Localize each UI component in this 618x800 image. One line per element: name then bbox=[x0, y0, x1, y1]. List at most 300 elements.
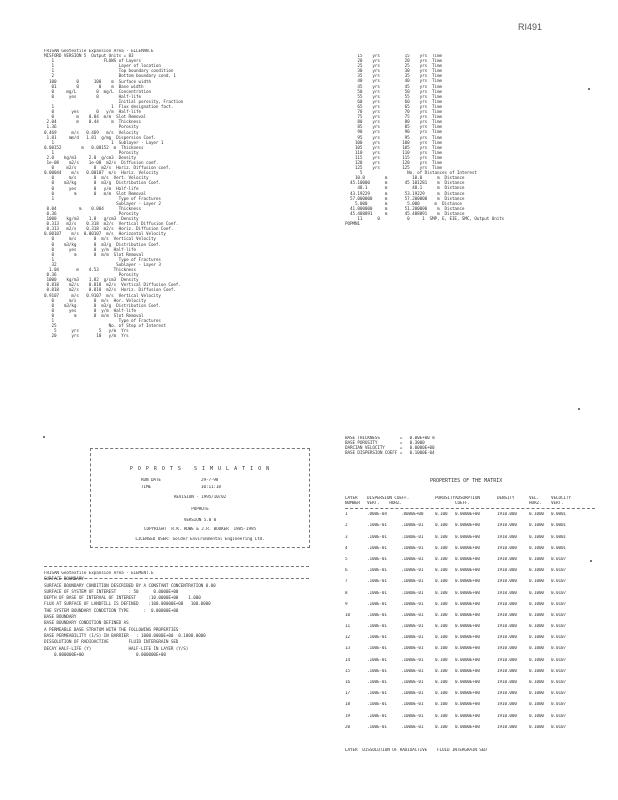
table-cell: 0.0001 bbox=[551, 512, 566, 518]
table-cell: .1000E-01 bbox=[401, 635, 424, 641]
table-cell: 0.0107 bbox=[551, 601, 566, 607]
listing-line: FRISAN Geotextile Expansion Area - ELLEMAN.E bbox=[44, 49, 154, 54]
listing-line: 11 0 0 1 SMP, E, EIE, SMC, Output Units bbox=[345, 217, 505, 222]
column-header bbox=[497, 501, 529, 506]
listing-line: THE SYSTEM BOUNDARY CONDITION TYPE : 0.00000E+00 bbox=[44, 608, 179, 614]
listing-line: 115 yrs 115 yrs Time bbox=[345, 155, 442, 161]
listing-line: 20 yrs 10 y/m Yrs bbox=[44, 334, 129, 340]
table-cell: 0.0001 bbox=[551, 534, 566, 540]
table-cell: 0.0000E+00 bbox=[455, 512, 480, 518]
table-cell: 17 bbox=[345, 691, 350, 697]
table-cell: .1000E-01 bbox=[401, 702, 424, 708]
table-cell: 1910.000 bbox=[497, 612, 517, 618]
table-row bbox=[345, 714, 610, 725]
table-cell: 0.0107 bbox=[551, 691, 566, 697]
table-cell: 1910.000 bbox=[497, 523, 517, 529]
table-row bbox=[345, 635, 610, 646]
table-cell: 0.0000E+00 bbox=[455, 646, 480, 652]
table-cell: 11 bbox=[345, 624, 350, 630]
table-cell: 0.100 bbox=[435, 724, 448, 730]
table-cell: 0.1000 bbox=[529, 534, 544, 540]
listing-line: 65 yrs 65 yrs Time bbox=[345, 104, 442, 110]
parameter-line: DARCIAN VELOCITY = 0.0000E+00 bbox=[345, 446, 435, 452]
table-cell: .100E-01 bbox=[367, 612, 387, 618]
table-cell: 0.1000 bbox=[529, 702, 544, 708]
table-cell: .800E-04 bbox=[367, 512, 387, 518]
table-cell: 0.1000 bbox=[529, 545, 544, 551]
table-cell: .1000E-01 bbox=[401, 612, 424, 618]
listing-line: 1 1 Flux designation fact. bbox=[44, 105, 174, 111]
listing-line: 0 m/s 0 m/s Vertical Velocity bbox=[44, 237, 156, 243]
parameter-line: BASE POROSITY = 0.3000 bbox=[345, 441, 425, 447]
table-cell: .1000E-01 bbox=[401, 713, 424, 719]
table-cell: .1000E-01 bbox=[401, 646, 424, 652]
listing-line: 5 No. of Distances of Interest bbox=[345, 171, 477, 177]
table-cell: 0.0001 bbox=[551, 545, 566, 551]
listing-line: 50 yrs 50 yrs Time bbox=[345, 89, 442, 95]
listing-line: 120 yrs 120 yrs Time bbox=[345, 160, 442, 166]
listing-line: 1 Type of Fractures bbox=[44, 257, 161, 263]
table-cell: 0.1000 bbox=[529, 590, 544, 596]
table-row bbox=[345, 613, 610, 624]
table-cell: 0.0001 bbox=[551, 523, 566, 529]
program-name: POPROTE bbox=[191, 507, 209, 512]
listing-line: 1 Top boundary condition bbox=[44, 69, 174, 75]
table-cell: 0.1000 bbox=[529, 523, 544, 529]
table-row bbox=[345, 691, 610, 702]
table-row bbox=[345, 680, 610, 691]
listing-line: 20 yrs 20 yrs Time bbox=[345, 59, 442, 65]
table-cell: 7 bbox=[345, 579, 348, 585]
table-cell: 0.100 bbox=[435, 556, 448, 562]
listing-line: 0.313 m2/s 0.318 m2/s Vertical Diffusion Coef. bbox=[44, 222, 179, 228]
table-cell: 0.0107 bbox=[551, 680, 566, 685]
table-cell: 0.100 bbox=[435, 713, 448, 719]
column-header: COEFF. bbox=[455, 501, 470, 507]
table-cell: 0.100 bbox=[435, 624, 448, 630]
table-cell: 0.0107 bbox=[551, 646, 566, 652]
table-row bbox=[345, 546, 610, 557]
table-cell: 1910.000 bbox=[497, 579, 517, 585]
table-cell: 0.0000E+00 bbox=[455, 523, 480, 529]
table-cell: .1000E-01 bbox=[401, 534, 424, 540]
table-cell: 0.100 bbox=[435, 579, 448, 585]
listing-line: MISFORD VERSION 5 Output Units = 83 bbox=[44, 54, 134, 60]
listing-line: 0 m3/kg 0 m3/g Distribution Coef. bbox=[44, 242, 161, 248]
table-cell: .100E-01 bbox=[367, 702, 387, 708]
table-cell: 0.100 bbox=[435, 534, 448, 540]
header-rule bbox=[345, 508, 595, 509]
table-row bbox=[345, 725, 610, 736]
table-cell: 0.1000 bbox=[529, 635, 544, 641]
scan-speck bbox=[43, 436, 45, 438]
listing-line: FRISAN Geotextile Expansion Area - ELEMENT.E bbox=[44, 571, 154, 576]
listing-line: 32 Sublayer - Layer 3 bbox=[44, 262, 161, 268]
table-cell: 0.100 bbox=[435, 680, 448, 685]
time-value: 10:11:18 bbox=[201, 485, 221, 490]
listing-line: 45.488891 m 45.488891 m Distance bbox=[345, 211, 465, 217]
listing-line: 105 yrs 105 yrs Time bbox=[345, 145, 442, 151]
table-cell: 8 bbox=[345, 590, 348, 596]
listing-line: 100 0 100 m Surface width bbox=[44, 79, 151, 85]
listing-line: 2.04 m 0.44 m Thickness bbox=[44, 120, 141, 126]
table-cell: 0.0107 bbox=[551, 624, 566, 630]
table-cell: 5 bbox=[345, 556, 348, 562]
table-row bbox=[345, 658, 610, 669]
listing-line: 48.1 m 48.1 m Distance bbox=[345, 186, 465, 192]
table-cell: 0.1000 bbox=[529, 646, 544, 652]
table-cell: 1910.000 bbox=[497, 713, 517, 719]
table-cell: .100E-01 bbox=[367, 713, 387, 719]
listing-line: 1 1 Sublayer - Layer 1 bbox=[44, 140, 164, 146]
table-cell: 0.100 bbox=[435, 635, 448, 641]
table-cell: 16 bbox=[345, 680, 350, 685]
table-cell: 0.1000 bbox=[529, 612, 544, 618]
table-cell: .100E-01 bbox=[367, 523, 387, 529]
listing-line: SURFACE OF SYSTEM OF INTEREST : 50 0.0000E+00 bbox=[44, 589, 179, 595]
table-cell: .100E-01 bbox=[367, 657, 387, 663]
table-cell: .1000E-01 bbox=[401, 724, 424, 730]
table-cell: .100E-01 bbox=[367, 556, 387, 562]
simulation-banner-box bbox=[90, 448, 310, 548]
listing-line: 0 yes 0 y/m Half-life bbox=[44, 247, 137, 253]
listing-line: 0 m/s 0 m/s Vert. Velocity bbox=[44, 176, 149, 182]
listing-line: 55 yrs 55 yrs Time bbox=[345, 94, 442, 100]
boundary-condition-listing bbox=[44, 571, 314, 761]
listing-line: 15 yrs 15 yrs Time bbox=[345, 54, 442, 59]
table-row bbox=[345, 646, 610, 657]
listing-line: 30 yrs 30 yrs Time bbox=[345, 69, 442, 75]
table-cell: 6 bbox=[345, 568, 348, 574]
column-header: DISPERSION COEFF. bbox=[367, 496, 410, 501]
listing-line: BASE PERMEABILITY (1/S) IN BARRIER : 1000.0000E+00 0.1000.0000 bbox=[44, 633, 206, 639]
table-header-row bbox=[345, 501, 610, 506]
listing-line: 0 m 0.04 m/m Slot Removal bbox=[44, 115, 146, 121]
table-cell: 0.100 bbox=[435, 601, 448, 607]
listing-line: 1.04 m 4.53 Thickness bbox=[44, 268, 137, 274]
rule-top bbox=[44, 566, 309, 567]
listing-line: A PERMEABLE BASE STRATUM WITH THE FOLLOWING PROPERTIES bbox=[44, 627, 179, 633]
table-row bbox=[345, 602, 610, 613]
table-cell: 0.100 bbox=[435, 646, 448, 652]
table-cell: 0.0000E+00 bbox=[455, 556, 480, 562]
layer-input-listing bbox=[44, 49, 306, 361]
table-cell: 1910.000 bbox=[497, 646, 517, 652]
table-cell: 0.0000E+00 bbox=[455, 568, 480, 574]
table-cell: 1910.000 bbox=[497, 624, 517, 630]
matrix-table-title: PROPERTIES OF THE MATRIX bbox=[430, 478, 503, 484]
table-cell: .100E-01 bbox=[367, 646, 387, 652]
listing-line: 2 Bottom boundary cond. 1 bbox=[44, 74, 176, 80]
listing-line: 90 yrs 90 yrs Time bbox=[345, 130, 442, 136]
listing-line: 125 yrs 125 yrs Time bbox=[345, 166, 442, 172]
listing-line: 8.04 m 0.004 Thickness bbox=[44, 206, 141, 212]
listing-line: 1e-08 m2/s 1e-08 m2/s Diffusion coef. bbox=[44, 161, 159, 167]
table-cell: .100E-01 bbox=[367, 590, 387, 596]
listing-line: 110 yrs 110 yrs Time bbox=[345, 150, 442, 156]
table-cell: 0.100 bbox=[435, 657, 448, 663]
table-cell: 0.0000E+00 bbox=[455, 579, 480, 585]
column-header: HORZ. bbox=[529, 501, 542, 507]
table-cell: 19 bbox=[345, 713, 350, 719]
table-cell: 0.0107 bbox=[551, 612, 566, 618]
table-cell: .100E-01 bbox=[367, 545, 387, 551]
listing-line: Sublayer - Layer 2 bbox=[44, 201, 161, 207]
listing-line: DISSOLUTION OF RADIOACTIVE FLUID INTERGRAIN SED bbox=[44, 640, 179, 646]
listing-line: 1 Layer of location bbox=[44, 64, 161, 70]
table-cell: .100E-01 bbox=[367, 680, 387, 685]
listing-line: 80 yrs 80 yrs Time bbox=[345, 120, 442, 126]
table-cell: 0.100 bbox=[435, 612, 448, 618]
table-cell: 0.0000E+00 bbox=[455, 702, 480, 708]
listing-line: 45.10000 m 45 101281 m Distance bbox=[345, 181, 465, 187]
listing-line: 0 m 0 m/m Slot Removal bbox=[44, 252, 144, 258]
table-cell: .1000E-01 bbox=[401, 680, 424, 685]
listing-line: 95 yrs 95 yrs Time bbox=[345, 135, 442, 141]
document-id: RI491 bbox=[518, 22, 543, 32]
listing-line: 5.000 m 5.000 m Distance bbox=[345, 201, 462, 207]
table-row bbox=[345, 624, 610, 635]
version-text: VERSION 5.0 0 bbox=[183, 518, 217, 523]
table-row bbox=[345, 669, 610, 680]
table-cell: 0.100 bbox=[435, 668, 448, 674]
table-cell: .1000E-01 bbox=[401, 624, 424, 630]
table-cell: 0.1000 bbox=[529, 680, 544, 685]
table-cell: 1910.000 bbox=[497, 657, 517, 663]
table-cell: 0.0000E+00 bbox=[455, 657, 480, 663]
listing-line: 43.19229 m 53.19229 m Distance bbox=[345, 191, 465, 197]
table-row bbox=[345, 568, 610, 579]
column-header: ADSORPTION bbox=[455, 496, 480, 501]
listing-line: 45 yrs 45 yrs Time bbox=[345, 84, 442, 90]
table-row bbox=[345, 523, 610, 534]
table-cell: 0.0000E+00 bbox=[455, 724, 480, 730]
listing-line: 25 yrs 25 yrs Time bbox=[345, 64, 442, 70]
table-cell: 3 bbox=[345, 534, 348, 540]
table-cell: 14 bbox=[345, 657, 350, 663]
table-cell: 0.0000E+00 bbox=[455, 680, 480, 685]
listing-line: BASE BOUNDARY bbox=[44, 615, 77, 621]
table-cell: 9 bbox=[345, 601, 348, 607]
table-cell: .100E-01 bbox=[367, 568, 387, 574]
table-cell: .1000E-01 bbox=[401, 568, 424, 574]
listing-line: 0.00107 m/s 0.00107 m/s Horizontal Velocity bbox=[44, 232, 166, 238]
table-cell: 0.1000 bbox=[529, 624, 544, 630]
listing-line: 70 yrs 70 yrs Time bbox=[345, 110, 442, 116]
table-cell: 1910.000 bbox=[497, 635, 517, 641]
table-cell: .1000E-01 bbox=[401, 556, 424, 562]
listing-line: 25 No. of Step of Interest bbox=[44, 324, 166, 330]
table-cell: 0.0107 bbox=[551, 568, 566, 574]
table-row bbox=[345, 702, 610, 713]
table-cell: 0.0107 bbox=[551, 635, 566, 641]
table-cell: .100E-01 bbox=[367, 668, 387, 674]
table-cell: 1910.000 bbox=[497, 556, 517, 562]
table-row bbox=[345, 535, 610, 546]
table-cell: .100E-01 bbox=[367, 724, 387, 730]
listing-line: 0.00152 m 0.00152 m Thickness bbox=[44, 145, 144, 151]
table-cell: .1000E-01 bbox=[401, 668, 424, 674]
table-cell: 1910.000 bbox=[497, 702, 517, 708]
table-cell: 15 bbox=[345, 668, 350, 674]
table-cell: 0.0000E+00 bbox=[455, 534, 480, 540]
table-cell: 18 bbox=[345, 702, 350, 708]
table-cell: .1000E-01 bbox=[401, 657, 424, 663]
table-cell: 1910.000 bbox=[497, 590, 517, 596]
listing-line: 5 yrs 5 y/m Yrs bbox=[44, 329, 129, 335]
table-row bbox=[345, 591, 610, 602]
table-cell: 1910.000 bbox=[497, 680, 517, 685]
table-cell: .100E-01 bbox=[367, 579, 387, 585]
table-cell: 20 bbox=[345, 724, 350, 730]
table-cell: .100E-01 bbox=[367, 635, 387, 641]
listing-line: SURFACE BOUNDARY CONDITION DESCRIBED BY A CONSTANT CONCENTRATION 0.00 bbox=[44, 583, 216, 589]
banner-title: P O P R O T S S I M U L A T I O N bbox=[129, 466, 271, 472]
table-cell: 0.0000E+00 bbox=[455, 545, 480, 551]
base-parameters bbox=[345, 436, 605, 466]
listing-line: 0.818 m2/s 0.818 m2/s Horiz. Diffusion Coef. bbox=[44, 288, 176, 294]
listing-line: 0.818 m2/s 0.818 m2/s Vertical Diffusion Coef. bbox=[44, 283, 181, 289]
listing-line: FLUX AT SURFACE OF LANDFILL IS DEFINED :100.00000E+00 100.0000 bbox=[44, 602, 211, 608]
table-cell: 1910.000 bbox=[497, 601, 517, 607]
listing-line: 0.469 m/s 0.469 m/s Velocity bbox=[44, 130, 139, 136]
listing-line: 0 yes 0 Half-life bbox=[44, 94, 141, 100]
table-cell: .100E-01 bbox=[367, 691, 387, 697]
table-cell: 0.100 bbox=[435, 590, 448, 596]
table-cell: 0.1000 bbox=[529, 668, 544, 674]
listing-line: 0.9107 m/s 0.9107 m/s Vertical Velocity bbox=[44, 293, 161, 299]
table-row bbox=[345, 557, 610, 568]
listing-line: 2.0 kg/m3 2.0 g/cm3 Density bbox=[44, 155, 137, 161]
table-cell: 0.1000 bbox=[529, 724, 544, 730]
table-cell: 0.1000 bbox=[529, 568, 544, 574]
scan-speck bbox=[578, 408, 580, 410]
table-cell: .1000E-01 bbox=[401, 545, 424, 551]
column-header: NUMBER bbox=[345, 501, 360, 507]
table-cell: 1910.000 bbox=[497, 668, 517, 674]
table-cell: 0.1000 bbox=[529, 691, 544, 697]
table-cell: 0.0000E+00 bbox=[455, 635, 480, 641]
table-cell: 1910.000 bbox=[497, 545, 517, 551]
table-footer: LAYER DISSOLUTION OF RADIOACTIVE FLUID INTERGRAIN SED bbox=[345, 748, 487, 753]
listing-line: 1000 kg/m3 1.82 g/cm3 Density bbox=[44, 278, 139, 284]
table-cell: 1910.000 bbox=[497, 568, 517, 574]
listing-line: DECAY HALF-LIFE (Y) HALF-LIFE IN LAYER (Y/S) bbox=[44, 646, 189, 652]
table-cell: 13 bbox=[345, 646, 350, 652]
listing-line: 1 Porosity bbox=[44, 150, 139, 156]
copyright-text: COPYRIGHT R.K. ROWE & J.R. BOOKER 1985-1995 bbox=[144, 527, 256, 532]
table-cell: 0.0107 bbox=[551, 668, 566, 674]
table-cell: 4 bbox=[345, 545, 348, 551]
table-cell: 10 bbox=[345, 612, 350, 618]
table-cell: 0.0107 bbox=[551, 713, 566, 719]
column-header: DENSITY bbox=[497, 496, 515, 501]
listing-line: 35 yrs 35 yrs Time bbox=[345, 74, 442, 80]
table-cell: 0.0000E+00 bbox=[455, 691, 480, 697]
listing-line: 0 m3/kg 0 m3/g Distribution Coef. bbox=[44, 303, 161, 309]
table-cell: 12 bbox=[345, 635, 350, 641]
listing-line: 1 Type of Fractures bbox=[44, 318, 161, 324]
listing-line: 41.000000 m 51.200000 m Distance bbox=[345, 206, 465, 212]
listing-line: 0.36 Porosity bbox=[44, 212, 139, 217]
listing-line: 0 mg/L 0 mg/L Concentration bbox=[44, 89, 151, 95]
listing-line: 0 m2/s 0 m2/s Horiz. Diffusion coef. bbox=[44, 166, 171, 172]
table-cell: 0.1000 bbox=[529, 713, 544, 719]
table-cell: 0.1000 bbox=[529, 556, 544, 562]
column-header: VEL. bbox=[529, 496, 539, 501]
table-cell: .8000E+00 bbox=[401, 512, 424, 518]
listing-line: SURFACE BOUNDARY bbox=[44, 577, 84, 583]
run-date-label: RUN DATE bbox=[141, 478, 161, 483]
table-cell: 0.0000E+00 bbox=[455, 590, 480, 596]
listing-line: 75 yrs 75 yrs Time bbox=[345, 115, 442, 121]
table-cell: 0.100 bbox=[435, 568, 448, 574]
table-cell: 0.0000E+00 bbox=[455, 668, 480, 674]
listing-line: DEPTH OF BASE OF INTERVAL OF INTEREST :10.0000E+00 1.000 bbox=[44, 596, 201, 602]
listing-line: 10.0 m 10.0 m Distance bbox=[345, 176, 465, 182]
listing-line: 0 m 0 m/m Slot Removal bbox=[44, 313, 144, 319]
listing-line: 85 yrs 85 yrs Time bbox=[345, 125, 442, 131]
table-cell: 0.1000 bbox=[529, 657, 544, 663]
times-distances-listing bbox=[345, 54, 607, 244]
listing-line: 0.000000E+00 0.000000E+00 bbox=[44, 652, 166, 658]
table-cell: 1910.000 bbox=[497, 534, 517, 540]
listing-line: 0 m3/kg 0 m3/g Distribution Coef. bbox=[44, 181, 161, 187]
table-cell: .1000E-01 bbox=[401, 579, 424, 585]
table-cell: 0.100 bbox=[435, 545, 448, 551]
column-header: VELOCITY bbox=[551, 496, 571, 501]
listing-line: Initial porosity, Fraction bbox=[44, 99, 184, 105]
table-cell: 0.0107 bbox=[551, 590, 566, 596]
listing-line: 1 FLOWS of Layers bbox=[44, 59, 141, 65]
table-row bbox=[345, 579, 610, 590]
listing-line: 1000 kg/m3 1.8 g/cm3 Density bbox=[44, 217, 139, 223]
column-header: POROSITY bbox=[435, 496, 455, 501]
listing-line: 0.36 Porosity bbox=[44, 273, 139, 279]
table-cell: 0.1000 bbox=[529, 512, 544, 518]
parameter-line: BASE THICKNESS = 0.00E+00 m bbox=[345, 436, 435, 441]
listing-line: 1 Type of Fractures bbox=[44, 196, 161, 202]
table-cell: .100E-01 bbox=[367, 601, 387, 607]
table-cell: 0.0107 bbox=[551, 579, 566, 585]
listing-line: 100 yrs 100 yrs Time bbox=[345, 140, 442, 146]
table-cell: 0.0000E+00 bbox=[455, 601, 480, 607]
listing-line: 0 m 0 m/m Slot Removal bbox=[44, 191, 146, 197]
table-cell: 0.0107 bbox=[551, 724, 566, 730]
listing-line: 0 yes 0 y/m Half-life bbox=[44, 110, 141, 116]
listing-line: 1.36 Porosity bbox=[44, 125, 139, 131]
listing-line: 0.313 m2/s 0.318 m2/s Horiz. Diffusion Coef. bbox=[44, 227, 174, 233]
table-cell: .100E-01 bbox=[367, 534, 387, 540]
table-cell: 0.0000E+00 bbox=[455, 612, 480, 618]
license-text: LICENSED USER: Golder Environmental Engineering Ltd. bbox=[135, 537, 265, 542]
table-cell: 0.100 bbox=[435, 702, 448, 708]
table-cell: 0.1000 bbox=[529, 579, 544, 585]
table-cell: 0.100 bbox=[435, 691, 448, 697]
parameter-line: BASE DISPERSION COEFF = 0.1000E-04 bbox=[345, 451, 435, 457]
listing-line: 60 yrs 60 yrs Time bbox=[345, 99, 442, 105]
listing-line: 0 yes 0 y/m Half-life bbox=[44, 308, 137, 314]
table-cell: 0.1000 bbox=[529, 601, 544, 607]
table-cell: 0.100 bbox=[435, 523, 448, 529]
matrix-properties-table bbox=[345, 496, 610, 736]
table-cell: .1000E-01 bbox=[401, 601, 424, 607]
table-cell: 0.0107 bbox=[551, 702, 566, 708]
table-cell: 1910.000 bbox=[497, 691, 517, 697]
table-cell: 1910.000 bbox=[497, 724, 517, 730]
listing-line: 57.000000 m 57.200000 m Distance bbox=[345, 196, 465, 202]
listing-line: 0 m/s 0 m/s Hor. Velocity bbox=[44, 298, 146, 304]
